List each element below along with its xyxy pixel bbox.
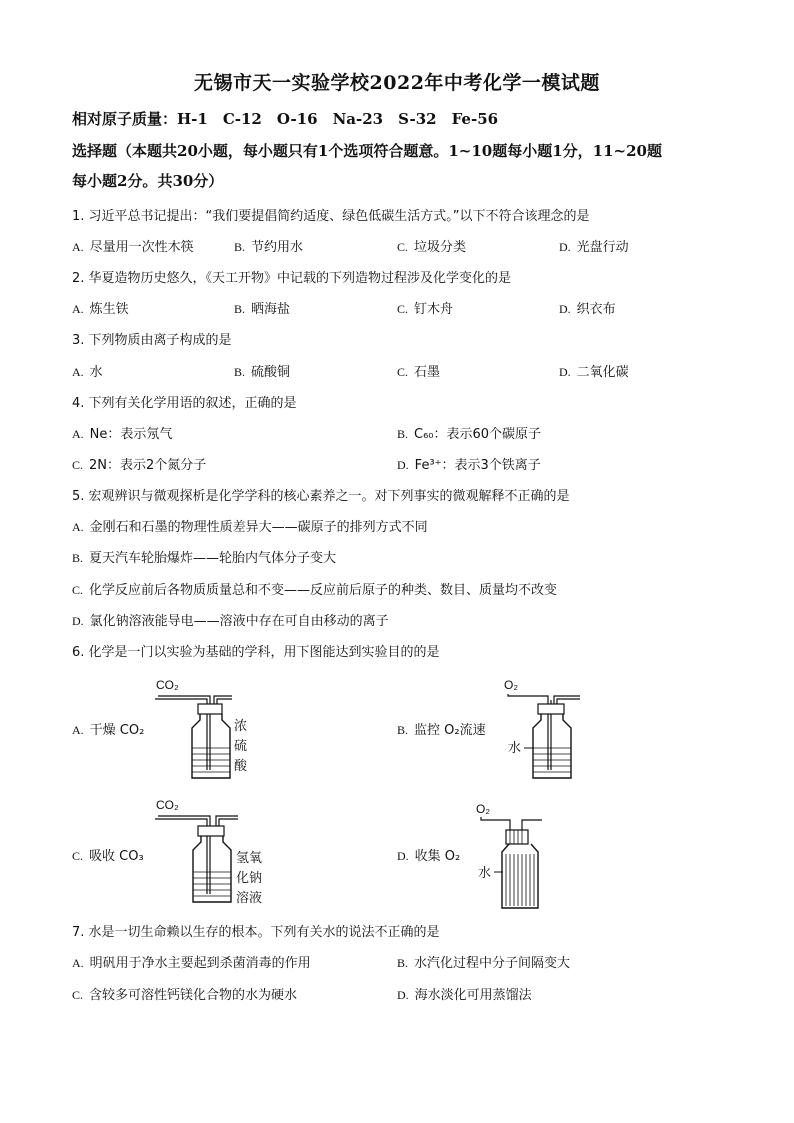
option-letter: C. [72,849,84,863]
q4-option-c[interactable] [72,454,206,473]
option-letter: D. [397,458,409,472]
option-text: 垃圾分类 [414,240,467,255]
option-letter: A. [72,240,84,254]
naoh-label-1: 氢氧 [236,851,263,866]
co2-label: CO₂ [156,798,179,812]
q4-option-a[interactable] [72,423,172,442]
option-text: 海水淡化可用蒸馏法 [414,988,532,1003]
acid-label-3: 酸 [234,759,248,774]
option-text: Ne：表示氖气 [89,427,173,442]
option-text: 氯化钠溶液能导电——溶液中存在可自由移动的离子 [89,614,389,629]
option-text: 炼生铁 [89,302,129,317]
atomic-mass-line: 相对原子质量：H-1 C-12 O-16 Na-23 S-32 Fe-56 [72,110,499,128]
option-letter: B. [72,551,84,565]
option-text: 化学反应前后各物质质量总和不变——反应前后原子的种类、数目、质量均不改变 [89,583,558,598]
question-5-stem: 5. 宏观辨识与微观探析是化学学科的核心素养之一。对下列事实的微观解释不正确的是 [72,489,570,504]
question-7-stem: 7. 水是一切生命赖以生存的根本。下列有关水的说法不正确的是 [72,925,440,940]
q1-option-a[interactable] [72,236,194,255]
stopper [538,704,564,714]
q2-option-d[interactable] [559,298,616,317]
q5-option-c[interactable] [72,579,557,598]
option-letter: D. [559,302,571,316]
option-text: 明矾用于净水主要起到杀菌消毒的作用 [89,956,311,971]
option-text: 石墨 [414,365,441,380]
q7-option-a[interactable] [72,952,311,971]
liquid-hatching [533,748,571,772]
naoh-label-3: 溶液 [236,891,263,906]
question-1-stem: 1. 习近平总书记提出：“我们要提倡简约适度、绿色低碳生活方式。”以下不符合该理念的是 [72,209,590,224]
option-letter: A. [72,723,84,737]
o2-label: O₂ [504,678,518,692]
question-4-stem: 4. 下列有关化学用语的叙述，正确的是 [72,396,297,411]
exam-title: 无锡市天一实验学校2022年中考化学一模试题 [194,72,600,94]
acid-label-1: 浓 [234,719,248,734]
option-letter: A. [72,956,84,970]
water-hatching [506,854,534,906]
question-6-stem: 6. 化学是一门以实验为基础的学科，用下图能达到实验目的的是 [72,645,440,660]
stopper [506,830,528,844]
q1-option-d[interactable] [559,236,629,255]
apparatus-a-gas-washing-bottle [150,672,260,784]
bottle [533,714,571,778]
option-letter: C. [72,988,84,1002]
option-text: C₆₀：表示60个碳原子 [414,427,542,442]
naoh-label-2: 化钠 [236,871,263,886]
option-text: 二氧化碳 [576,365,629,380]
acid-label-2: 硫 [234,739,248,754]
option-text: 硫酸铜 [251,365,291,380]
option-text: 吸收 CO₃ [89,849,144,864]
bottle [192,714,230,778]
option-text: 水汽化过程中分子间隔变大 [414,956,571,971]
option-text: 金刚石和石墨的物理性质差异大——碳原子的排列方式不同 [89,520,428,535]
option-letter: C. [397,302,409,316]
q6-option-d[interactable] [397,845,460,864]
q1-option-b[interactable] [234,236,303,255]
stopper [198,826,224,836]
option-text: 监控 O₂流速 [414,723,486,738]
option-letter: C. [397,365,409,379]
q1-option-c[interactable] [397,236,466,255]
q3-option-d[interactable] [559,361,629,380]
option-text: 水 [89,365,103,380]
option-letter: A. [72,302,84,316]
option-text: 2N：表示2个氮分子 [89,458,207,473]
stopper [198,704,222,714]
option-letter: D. [397,988,409,1002]
option-letter: D. [559,240,571,254]
q6-option-a[interactable] [72,719,144,738]
bottle [502,844,538,908]
option-letter: C. [397,240,409,254]
apparatus-d-collection-bottle [476,800,566,912]
q7-option-c[interactable] [72,984,297,1003]
option-text: 含较多可溶性钙镁化合物的水为硬水 [89,988,298,1003]
q5-option-b[interactable] [72,547,336,566]
question-2-stem: 2. 华夏造物历史悠久，《天工开物》中记载的下列造物过程涉及化学变化的是 [72,271,512,286]
option-letter: A. [72,520,84,534]
option-text: Fe³⁺：表示3个铁离子 [414,458,541,473]
o2-label: O₂ [476,802,490,816]
co2-label: CO₂ [156,678,179,692]
bottle [193,836,231,902]
option-text: 干燥 CO₂ [89,723,145,738]
option-letter: B. [234,240,246,254]
q5-option-d[interactable] [72,610,389,629]
option-text: 夏天汽车轮胎爆炸——轮胎内气体分子变大 [89,551,337,566]
option-letter: B. [234,302,246,316]
option-text: 收集 O₂ [414,849,461,864]
water-label: 水 [508,741,522,756]
q2-option-b[interactable] [234,298,290,317]
option-text: 尽量用一次性木筷 [89,240,194,255]
option-letter: A. [72,427,84,441]
q4-option-b[interactable] [397,423,541,442]
liquid-hatching [193,872,231,896]
option-text: 钉木舟 [414,302,454,317]
q3-option-c[interactable] [397,361,440,380]
q6-option-c[interactable] [72,845,144,864]
q3-option-b[interactable] [234,361,290,380]
option-letter: A. [72,365,84,379]
option-letter: B. [397,956,409,970]
q4-option-d[interactable] [397,454,541,473]
section-instructions-line1: 选择题（本题共20小题，每小题只有1个选项符合题意。1~10题每小题1分，11~20题 [72,142,662,160]
option-letter: D. [559,365,571,379]
option-text: 节约用水 [251,240,304,255]
section-instructions-line2: 每小题2分。共30分） [72,172,224,190]
question-3-stem: 3. 下列物质由离子构成的是 [72,333,232,348]
apparatus-c-gas-washing-bottle [150,794,268,906]
option-text: 光盘行动 [576,240,629,255]
q7-option-b[interactable] [397,952,570,971]
liquid-hatching [192,748,230,772]
option-letter: C. [72,458,84,472]
q2-option-c[interactable] [397,298,453,317]
apparatus-b-gas-washing-bottle [496,672,596,784]
option-letter: C. [72,583,84,597]
option-text: 晒海盐 [251,302,291,317]
q5-option-a[interactable] [72,516,428,535]
option-text: 织衣布 [576,302,616,317]
q7-option-d[interactable] [397,984,532,1003]
q3-option-a[interactable] [72,361,103,380]
option-letter: B. [234,365,246,379]
option-letter: B. [397,723,409,737]
option-letter: D. [397,849,409,863]
option-letter: D. [72,614,84,628]
option-letter: B. [397,427,409,441]
q6-option-b[interactable] [397,719,486,738]
water-label: 水 [478,866,492,881]
q2-option-a[interactable] [72,298,129,317]
